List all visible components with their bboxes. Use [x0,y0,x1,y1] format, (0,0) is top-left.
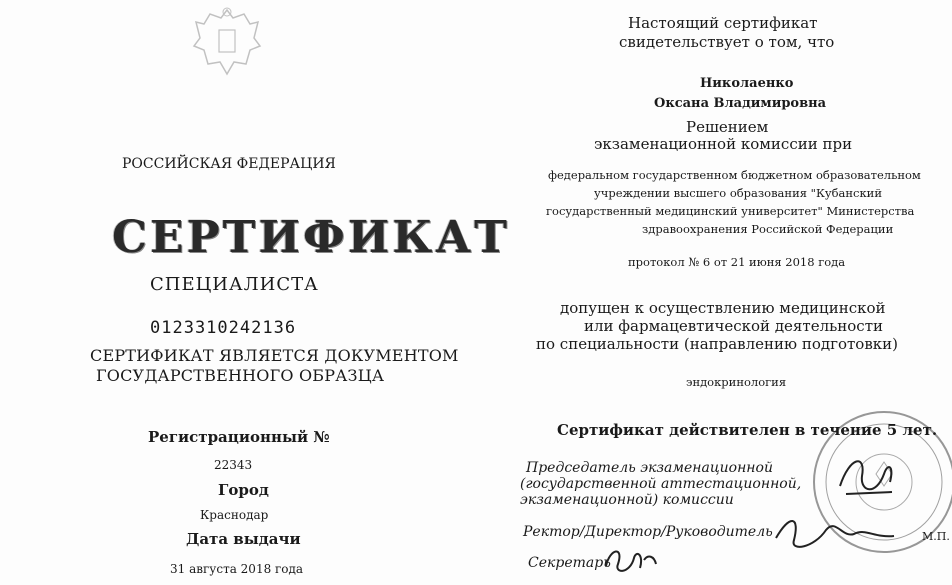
secretary-signature-icon [600,540,660,580]
validity-statement: Сертификат действителен в течение 5 лет. [557,421,938,439]
city-value: Краснодар [200,508,269,522]
rector-label: Ректор/Директор/Руководитель [523,524,773,540]
organization-line4: здравоохранения Российской Федерации [642,222,894,236]
chair-line3: экзаменационной) комиссии [520,492,734,508]
document-statement-line2: ГОСУДАРСТВЕННОГО ОБРАЗЦА [96,366,385,385]
chair-line1: Председатель экзаменационной [526,460,773,476]
issue-date-label: Дата выдачи [186,530,301,548]
intro-line2: свидетельствует о том, что [619,33,835,51]
mp-label: М.П. [922,530,950,543]
certificate-subtitle: СПЕЦИАЛИСТА [150,274,319,295]
holder-surname: Николаенко [700,76,794,91]
decision-line1: Решением [686,118,769,136]
admission-line3: по специальности (направлению подготовки) [536,335,899,353]
issue-date-value: 31 августа 2018 года [170,562,304,576]
registration-label: Регистрационный № [148,428,330,446]
federation-label: РОССИЙСКАЯ ФЕДЕРАЦИЯ [122,156,336,172]
document-statement-line1: СЕРТИФИКАТ ЯВЛЯЕТСЯ ДОКУМЕНТОМ [90,346,459,365]
secretary-label: Секретарь [528,555,611,571]
chair-line2: (государственной аттестационной, [520,476,802,492]
rector-signature-icon [770,508,900,554]
holder-name: Оксана Владимировна [654,96,827,111]
organization-line3: государственный медицинский университет" Министерства [546,204,915,218]
organization-line1: федеральном государственном бюджетном образовательном [548,168,921,182]
admission-line2: или фармацевтической деятельности [584,317,883,335]
certificate-number: 0123310242136 [150,318,297,338]
certificate-title: СЕРТИФИКАТ [112,212,510,263]
registration-value: 22343 [214,458,253,472]
city-label: Город [218,481,269,499]
chair-signature-icon [832,446,902,506]
protocol-line: протокол № 6 от 21 июня 2018 года [628,255,846,269]
decision-line2: экзаменационной комиссии при [594,135,853,153]
specialty-value: эндокринология [686,375,787,389]
intro-line1: Настоящий сертификат [628,14,818,32]
coat-of-arms-icon [190,4,264,82]
admission-line1: допущен к осуществлению медицинской [560,299,886,317]
organization-line2: учреждении высшего образования "Кубанский [594,186,883,200]
